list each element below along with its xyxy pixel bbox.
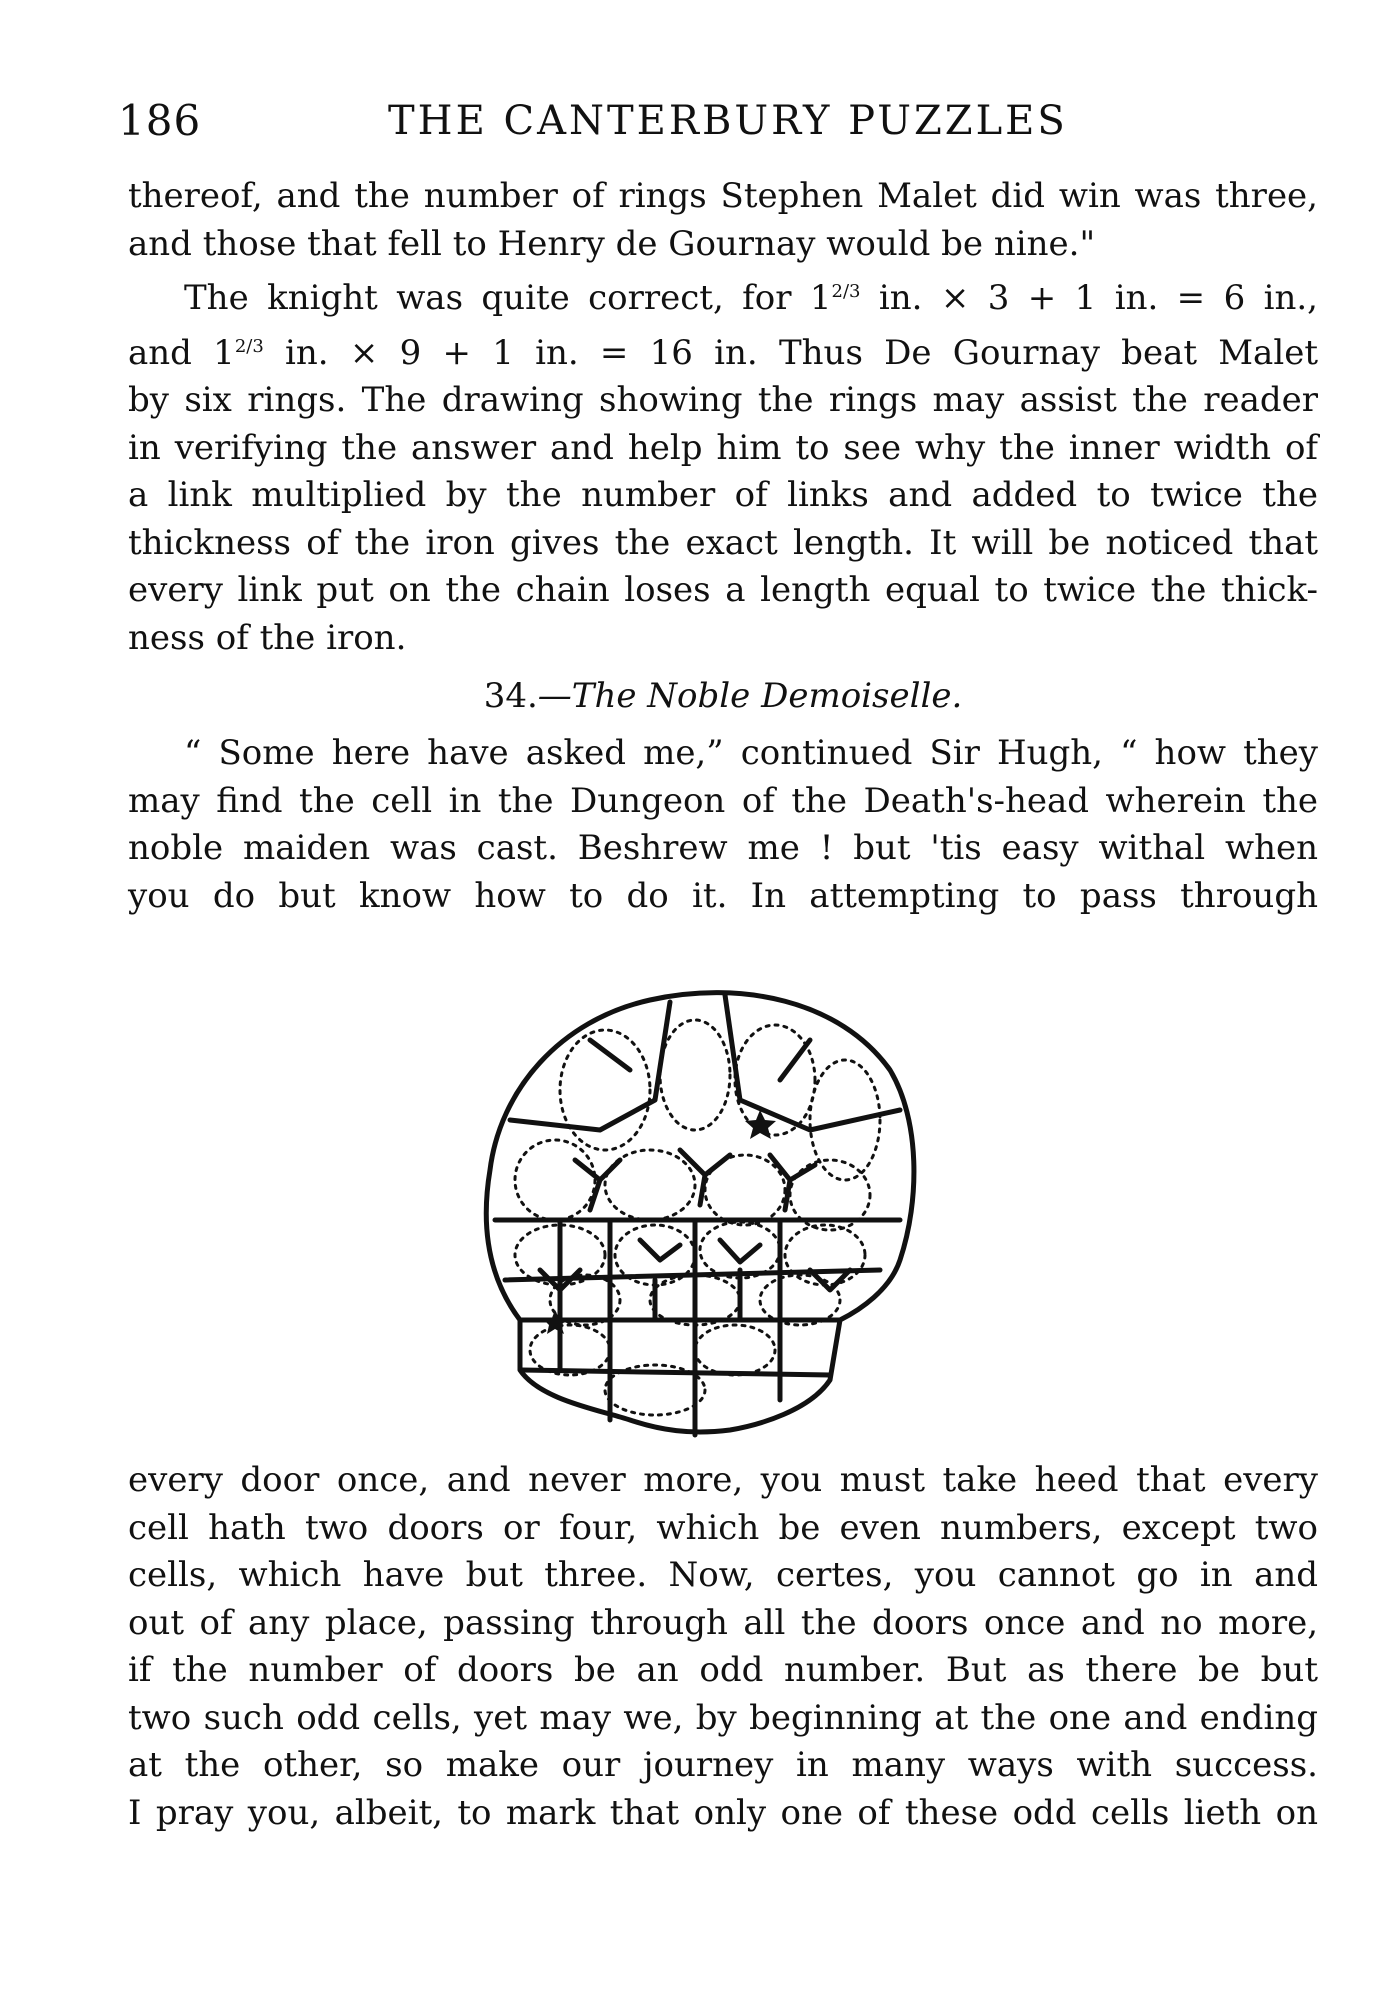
page-header — [118, 96, 1308, 156]
text-line: by six rings. The drawing showing the rings may assist the reader — [128, 380, 1318, 420]
text-line: may find the cell in the Dungeon of the Death's-head wherein the — [128, 780, 1318, 821]
text-line: “ Some here have asked me,” continued Sir Hugh, “ how they — [184, 733, 1318, 773]
text-line: in verifying the answer and help him to see why the inner width of — [128, 427, 1318, 468]
fraction: 2/3 — [234, 335, 264, 357]
text-line: a link multiplied by the number of links and added to twice the — [128, 475, 1318, 515]
text-run: in. × 9 + 1 in. = 16 in. Thus De Gournay beat Malet — [263, 332, 1318, 373]
section-heading — [128, 676, 1318, 716]
section-title: —The Noble Demoiselle. — [537, 676, 963, 716]
text-line: cell hath two doors or four, which be even numbers, except two — [128, 1507, 1318, 1548]
text-line: noble maiden was cast. Beshrew me ! but 'tis easy withal when — [128, 828, 1318, 868]
text-line — [128, 323, 1318, 378]
body-text-middle — [128, 730, 1318, 920]
running-title: THE CANTERBURY PUZZLES — [388, 98, 1068, 144]
text-run: The knight was quite correct, for 1 — [184, 278, 832, 318]
body-text-top — [128, 173, 1318, 662]
text-line: two such odd cells, yet may we, by beginning at the one and ending — [128, 1697, 1318, 1738]
text-run: and 1 — [128, 332, 235, 373]
section-number: 34. — [483, 676, 538, 716]
text-line: thickness of the iron gives the exact length. It will be noticed that — [128, 522, 1318, 563]
text-run: in. × 3 + 1 in. = 6 in., — [860, 278, 1318, 318]
text-line: at the other, so make our journey in many ways with success. — [128, 1745, 1318, 1785]
text-line: if the number of doors be an odd number. But as there be but — [128, 1650, 1318, 1690]
fraction: 2/3 — [831, 281, 861, 302]
text-line: and those that fell to Henry de Gournay would be nine." — [128, 223, 1096, 264]
text-line: ness of the iron. — [128, 617, 407, 658]
text-line: you do but know how to do it. In attempting to pass through — [128, 875, 1318, 916]
body-text-bottom — [128, 1457, 1318, 1837]
page-number: 186 — [118, 96, 202, 145]
skull-maze-illustration — [480, 980, 920, 1450]
text-line — [128, 268, 1318, 323]
text-line: every door once, and never more, you must take heed that every — [128, 1460, 1318, 1500]
text-line: cells, which have but three. Now, certes, you cannot go in and — [128, 1555, 1318, 1595]
text-line: thereof, and the number of rings Stephen Malet did win was three, — [128, 176, 1318, 216]
text-line: I pray you, albeit, to mark that only one of these odd cells lieth on — [128, 1792, 1318, 1833]
text-line: out of any place, passing through all the doors once and no more, — [128, 1602, 1318, 1643]
skull-maze-icon — [480, 980, 920, 1450]
text-line: every link put on the chain loses a length equal to twice the thick- — [128, 570, 1318, 610]
